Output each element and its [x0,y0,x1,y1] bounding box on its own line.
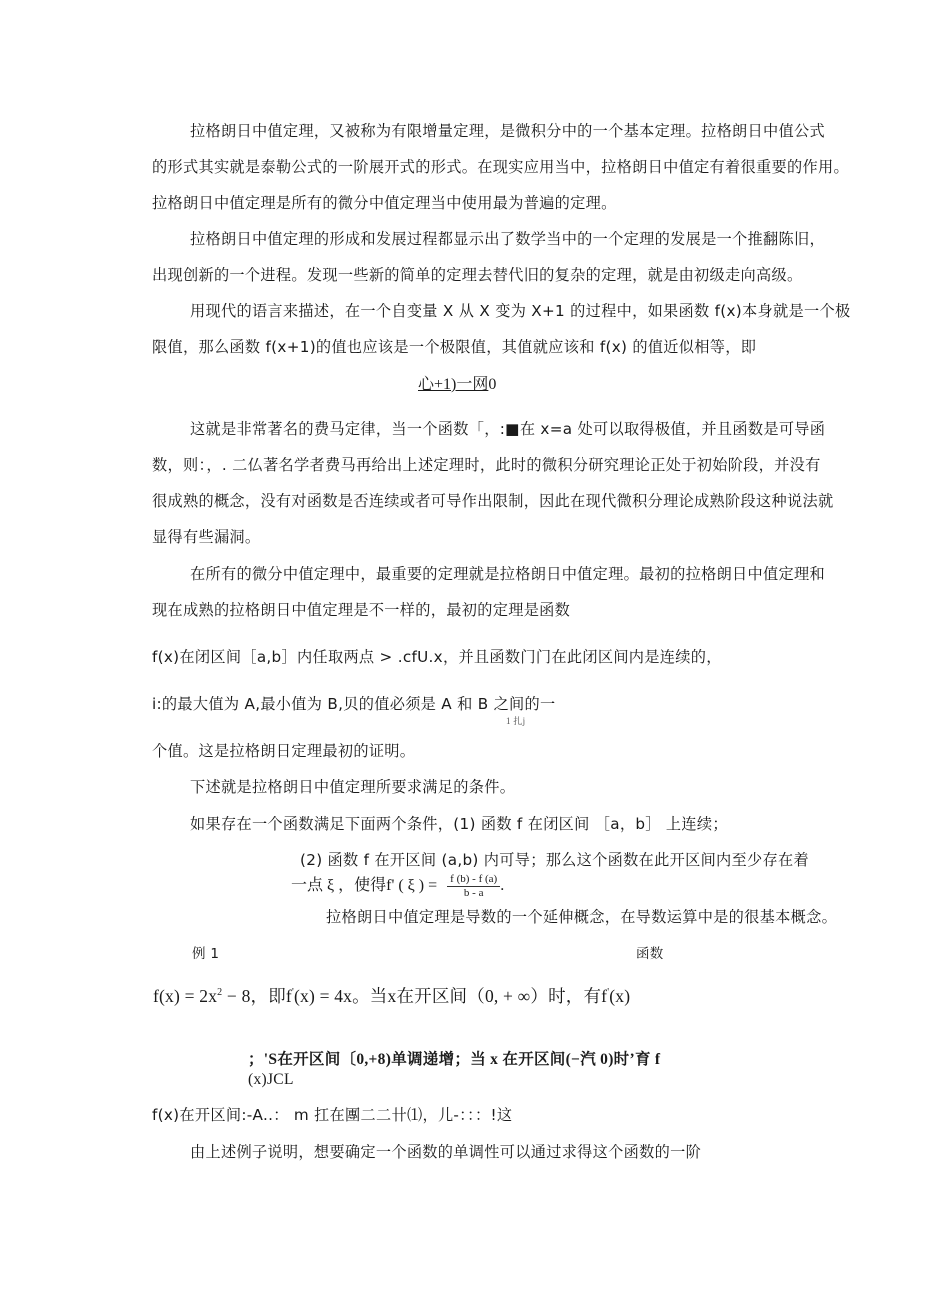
para4-line1: 这就是非常著名的费马定律，当一个函数「，:■在 x=a 处可以取得极值，并且函数是可导函 [190,420,826,438]
line-monotonic-1: ；'S在开区间〔0,+8)单调递增；当 x 在开区间(−汽 0)时’育 f [248,1051,661,1068]
para4-line2: 数，则：，. 二仏著名学者费马再给出上述定理时，此时的微积分研究理论正处于初始阶段，并没有 [152,456,821,474]
formula-example-part3: (x) = 4x。当x在开区间（0, + ∞）时，有f [293,986,608,1006]
para3-line2: 限值，那么函数 f(x+1)的值也应该是一个极限值，其值就应该和 f(x) 的值近似相等，即 [152,338,757,356]
formula-limit-expression: 心+1)一网 [418,376,489,393]
line-max-min: i:的最大值为 A,最小值为 B,贝的值必须是 A 和 B 之间的一 [152,695,556,713]
line-concept: 拉格朗日中值定理是导数的一个延伸概念，在导数运算中是的很基本概念。 [326,908,838,926]
para1-line3: 拉格朗日中值定理是所有的微分中值定理当中使用最为普遍的定理。 [152,194,617,212]
para3-line1: 用现代的语言来描述，在一个自变量 X 从 X 变为 X+1 的过程中，如果函数 f(x)本身就是一个极 [190,302,851,320]
line-condition-1: 如果存在一个函数满足下面两个条件，(1) 函数 f 在闭区间 ［a，b］ 上连续； [190,815,728,833]
para4-line4: 显得有些漏洞。 [152,528,261,546]
formula-example-part4: (x) [609,986,631,1006]
formula-example-prime-1: ' [291,987,294,999]
para4-line3: 很成熟的概念，没有对函数是否连续或者可导作出限制，因此在现代微积分理论成熟阶段这种说法就 [152,492,834,510]
footnote-mark: 1 扎j [506,716,526,726]
formula-limit [418,371,496,394]
formula-fraction [447,873,500,900]
line-monotonic-2: (x)JCL [248,1071,294,1088]
formula-example-part1: f(x) = 2x [153,986,218,1006]
formula-mean-value-prefix: 一点 ξ ，使得f' ( ξ ) = [291,877,438,894]
line-conditions-intro: 下述就是拉格朗日中值定理所要求满足的条件。 [190,778,516,796]
line-closed-interval: f(x)在闭区间［a,b］内任取两点 > .cfU.x，并且函数门门在此闭区间内是连续的， [152,648,722,666]
formula-example-exponent: 2 [217,987,223,999]
line-conclusion: 由上述例子说明，想要确定一个函数的单调性可以通过求得这个函数的一阶 [190,1143,702,1161]
line-proof: 个值。这是拉格朗日定理最初的证明。 [152,742,416,760]
para2-line2: 出现创新的一个进程。发现一些新的简单的定理去替代旧的复杂的定理，就是由初级走向高级。 [152,266,803,284]
line-open-interval: f(x)在开区间:-A..： m 扛在團二二卄⑴，儿-：：：!这 [152,1106,513,1124]
para1-line2: 的形式其实就是泰勒公式的一阶展开式的形式。在现实应用当中，拉格朗日中值定有着很重要的作用。 [152,158,849,176]
para5-line2: 现在成熟的拉格朗日中值定理是不一样的，最初的定理是函数 [152,601,571,619]
line-condition-2: (2) 函数 f 在开区间 (a,b) 内可导；那么这个函数在此开区间内至少存在着 [300,851,809,869]
example-label: 例 1 [192,946,220,962]
formula-mean-value-suffix: . [500,877,505,894]
formula-example [153,983,630,1008]
formula-numerator: f (b) - f (a) [447,873,500,887]
para1-line1: 拉格朗日中值定理，又被称为有限增量定理，是微积分中的一个基本定理。拉格朗日中值公式 [190,122,825,140]
formula-limit-value: 0 [488,376,497,393]
formula-example-part2: − 8，即f [222,986,292,1006]
para5-line1: 在所有的微分中值定理中，最重要的定理就是拉格朗日中值定理。最初的拉格朗日中值定理和 [190,565,825,583]
para2-line1: 拉格朗日中值定理的形成和发展过程都显示出了数学当中的一个定理的发展是一个推翻陈旧， [190,230,825,248]
function-label: 函数 [636,946,664,962]
formula-denominator: b - a [463,886,484,899]
formula-example-prime-2: ' [607,987,610,999]
formula-mean-value [291,872,504,900]
